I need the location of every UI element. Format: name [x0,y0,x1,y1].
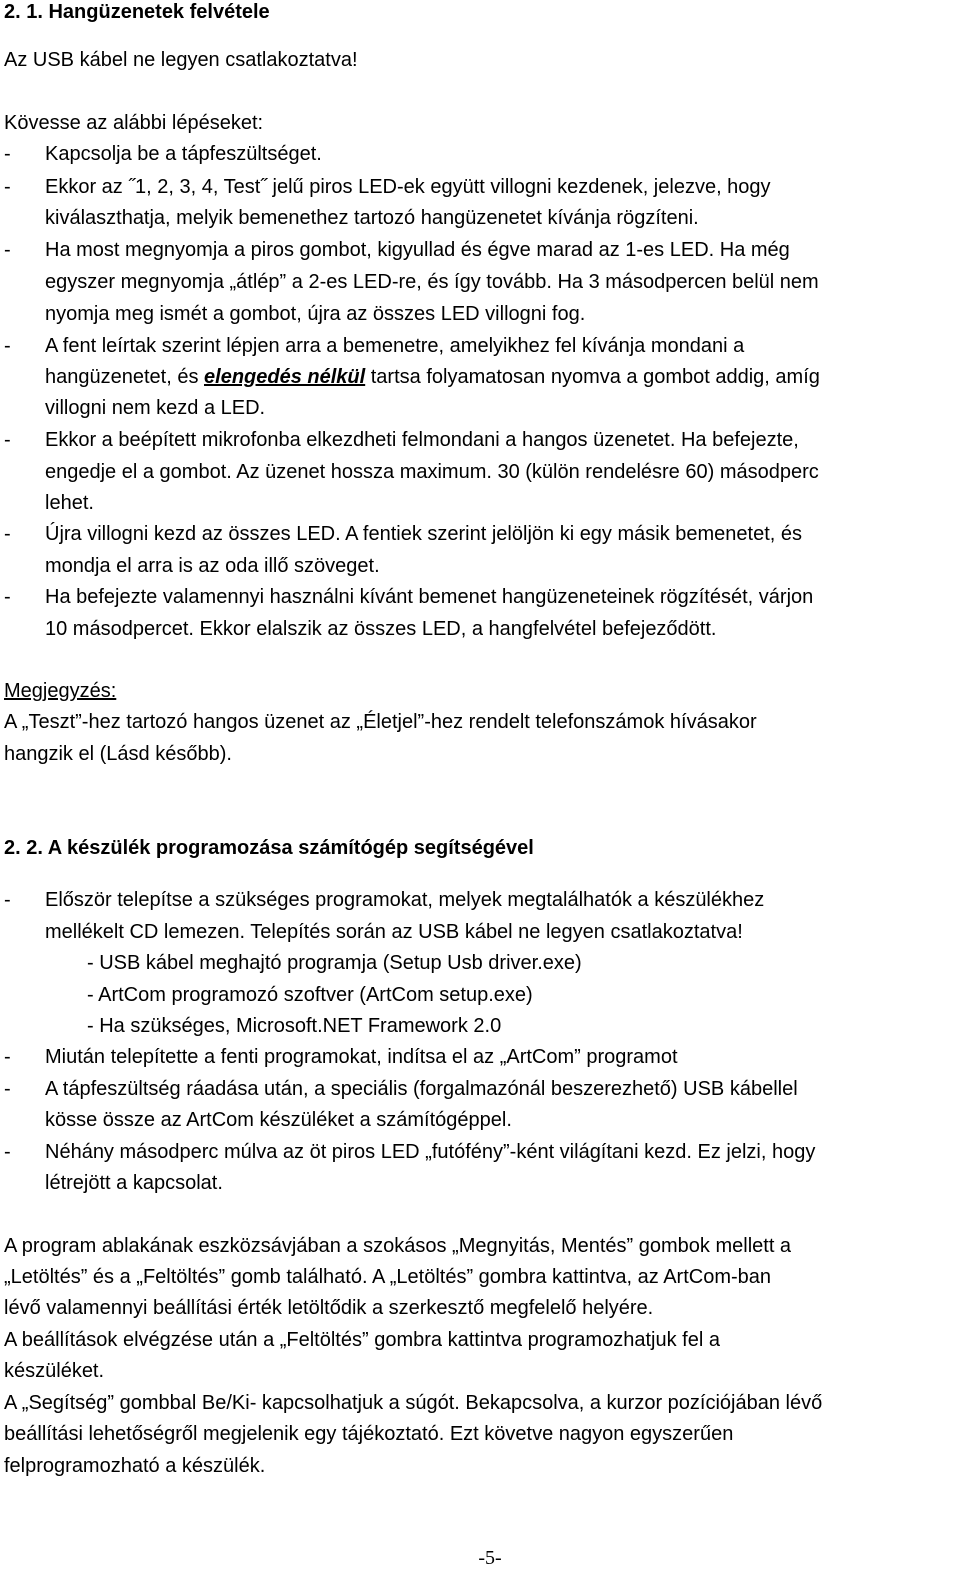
step-text: Először telepítse a szükséges programokat, melyek megtalálhatók a készülékhez [45,889,765,911]
step-text: A tápfeszültség ráadása után, a speciális (forgalmazónál beszerezhető) USB kábellel [45,1078,798,1100]
step-text: lehet. [45,492,94,514]
step-text: Néhány másodperc múlva az öt piros LED „futófény”-ként világítani kezd. Ez jelzi, hogy [45,1141,816,1163]
step-text-line [45,362,820,393]
step-text: egyszer megnyomja „átlép” a 2-es LED-re, és így tovább. Ha 3 másodpercen belül nem [45,271,819,293]
dash-bullet: - [4,523,11,545]
dash-bullet: - [4,143,11,165]
note-text: A „Teszt”-hez tartozó hangos üzenet az „Életjel”-hez rendelt telefonszámok hívásakor [4,711,757,733]
step-text: Ha befejezte valamennyi használni kívánt bemenet hangüzeneteinek rögzítését, várjon [45,586,814,608]
page-number: -5- [478,1547,502,1569]
dash-bullet: - [4,1141,11,1163]
sub-item-artcom-setup: - ArtCom programozó szoftver (ArtCom setup.exe) [87,984,533,1006]
paragraph-line: lévő valamennyi beállítási érték letöltődik a szerkesztő megfelelő helyére. [4,1297,654,1319]
step-text: Ha most megnyomja a piros gombot, kigyullad és égve marad az 1-es LED. Ha még [45,239,790,261]
step-text: létrejött a kapcsolat. [45,1172,223,1194]
paragraph-line: A beállítások elvégzése után a „Feltöltés” gombra kattintva programozhatjuk fel a [4,1329,720,1351]
step-text: Ekkor az ˝1, 2, 3, 4, Test˝ jelű piros LED-ek együtt villogni kezdenek, jelezve, hogy [45,176,771,198]
dash-bullet: - [4,335,11,357]
step-text: Ekkor a beépített mikrofonba elkezdheti felmondani a hangos üzenetet. Ha befejezte, [45,429,799,451]
steps-intro: Kövesse az alábbi lépéseket: [4,112,264,134]
emphasis-without-release: elengedés nélkül [204,366,366,388]
paragraph-line: készüléket. [4,1360,105,1382]
dash-bullet: - [4,176,11,198]
paragraph-line: felprogramozható a készülék. [4,1455,266,1477]
dash-bullet: - [4,586,11,608]
step-text: tartsa folyamatosan nyomva a gombot addig, amíg [365,366,820,388]
step-text: Újra villogni kezd az összes LED. A fentiek szerint jelöljön ki egy másik bemenetet, és [45,523,803,545]
step-text: kösse össze az ArtCom készüléket a számítógéppel. [45,1109,512,1131]
dash-bullet: - [4,1046,11,1068]
step-text: Kapcsolja be a tápfeszültséget. [45,143,322,165]
step-text: engedje el a gombot. Az üzenet hossza maximum. 30 (külön rendelésre 60) másodperc [45,461,819,483]
step-text: hangüzenetet, és [45,366,205,388]
paragraph-line: beállítási lehetőségről megjelenik egy tájékoztató. Ezt követve nagyon egyszerűen [4,1423,734,1445]
step-text: kiválaszthatja, melyik bemenethez tartozó hangüzenetet kívánja rögzíteni. [45,207,699,229]
section-heading-2-2: 2. 2. A készülék programozása számítógép segítségével [4,837,534,859]
step-text: nyomja meg ismét a gombot, újra az összes LED villogni fog. [45,303,586,325]
step-text: A fent leírtak szerint lépjen arra a bemenetre, amelyikhez fel kívánja mondani a [45,335,745,357]
paragraph-line: A program ablakának eszközsávjában a szokásos „Megnyitás, Mentés” gombok mellett a [4,1235,792,1257]
step-text: villogni nem kezd a LED. [45,397,266,419]
sub-item-dotnet: - Ha szükséges, Microsoft.NET Framework 2.0 [87,1015,502,1037]
step-text: mondja el arra is az oda illő szöveget. [45,555,380,577]
dash-bullet: - [4,889,11,911]
section-heading-2-1: 2. 1. Hangüzenetek felvétele [4,1,270,23]
paragraph-line: A „Segítség” gombbal Be/Ki- kapcsolhatjuk a súgót. Bekapcsolva, a kurzor pozíciójában lévő [4,1392,823,1414]
sub-item-usb-driver: - USB kábel meghajtó programja (Setup Usb driver.exe) [87,952,582,974]
usb-warning: Az USB kábel ne legyen csatlakoztatva! [4,49,358,71]
dash-bullet: - [4,239,11,261]
dash-bullet: - [4,429,11,451]
step-text: mellékelt CD lemezen. Telepítés során az USB kábel ne legyen csatlakoztatva! [45,921,743,943]
dash-bullet: - [4,1078,11,1100]
step-text: 10 másodpercet. Ekkor elalszik az összes LED, a hangfelvétel befejeződött. [45,618,717,640]
step-text: Miután telepítette a fenti programokat, indítsa el az „ArtCom” programot [45,1046,678,1068]
paragraph-line: „Letöltés” és a „Feltöltés” gomb található. A „Letöltés” gombra kattintva, az ArtCom-ban [4,1266,772,1288]
note-text: hangzik el (Lásd később). [4,743,232,765]
note-label: Megjegyzés: [4,680,117,702]
